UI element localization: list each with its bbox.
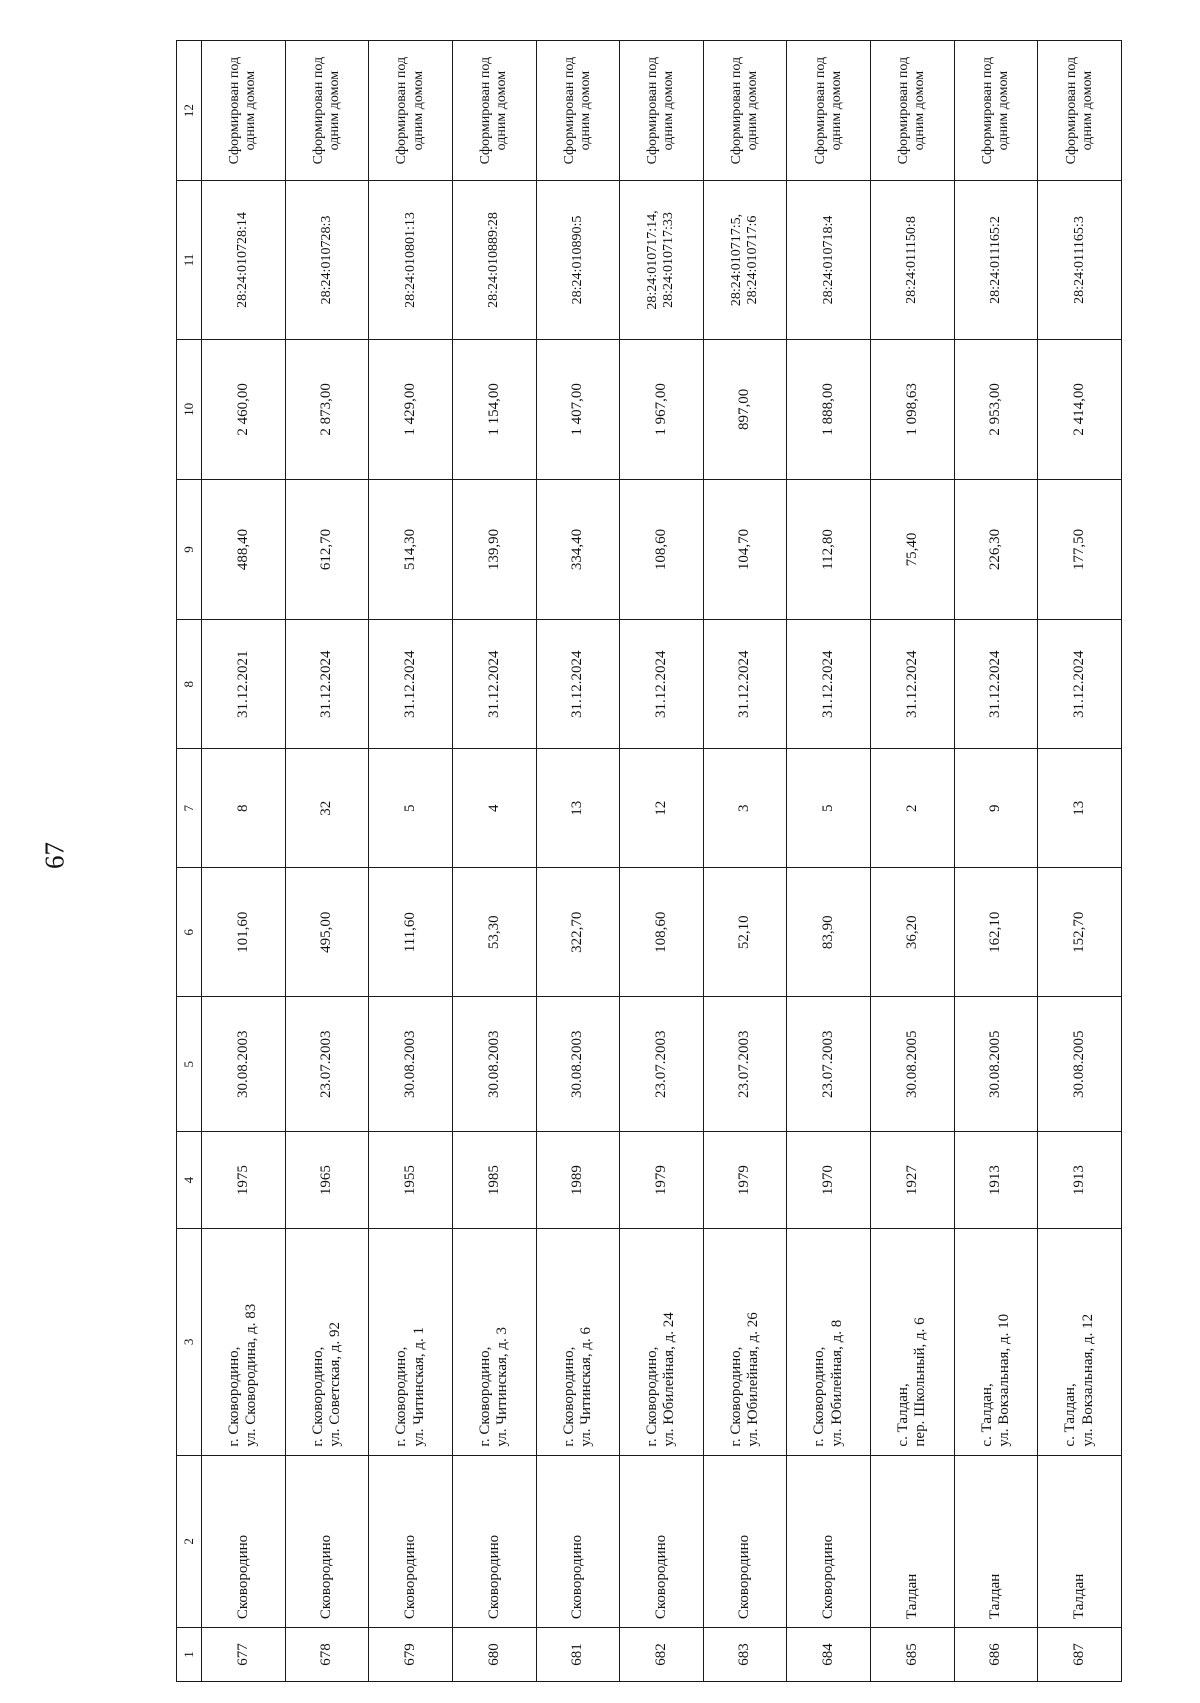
table-cell-col-9: 112,80	[787, 479, 871, 619]
table-cell-col-5: 30.08.2003	[536, 997, 620, 1132]
table-cell-col-5: 23.07.2003	[703, 997, 787, 1132]
table-cell-col-4: 1955	[369, 1132, 453, 1229]
column-number-4: 4	[177, 1132, 202, 1229]
table-cell-col-5: 30.08.2005	[871, 997, 955, 1132]
table-cell-col-10: 897,00	[703, 339, 787, 479]
page-number: 67	[39, 842, 70, 869]
table-cell-col-6: 108,60	[620, 868, 704, 997]
table-cell-col-9: 488,40	[202, 479, 286, 619]
table-cell-col-12: Сформирован под одним домом	[536, 41, 620, 181]
table-cell-col-7: 13	[536, 749, 620, 868]
table-row	[954, 41, 1038, 1682]
table-cell-col-4: 1965	[285, 1132, 369, 1229]
column-number-7: 7	[177, 749, 202, 868]
table-cell-col-8: 31.12.2024	[536, 620, 620, 749]
column-number-9: 9	[177, 479, 202, 619]
table-cell-col-1: 678	[285, 1628, 369, 1682]
table-cell-col-5: 23.07.2003	[285, 997, 369, 1132]
column-number-5: 5	[177, 997, 202, 1132]
table-cell-col-2: Сковородино	[536, 1455, 620, 1628]
table-cell-col-7: 2	[871, 749, 955, 868]
table-cell-col-10: 1 407,00	[536, 339, 620, 479]
table-cell-col-5: 23.07.2003	[787, 997, 871, 1132]
table-cell-col-9: 104,70	[703, 479, 787, 619]
table-cell-col-4: 1970	[787, 1132, 871, 1229]
table-header-row	[177, 41, 202, 1682]
table-cell-col-11: 28:24:011150:8	[871, 181, 955, 339]
table-cell-col-12: Сформирован под одним домом	[285, 41, 369, 181]
table-cell-col-8: 31.12.2024	[620, 620, 704, 749]
table-cell-col-8: 31.12.2024	[787, 620, 871, 749]
table-cell-col-8: 31.12.2021	[202, 620, 286, 749]
table-cell-col-12: Сформирован под одним домом	[452, 41, 536, 181]
table-row	[620, 41, 704, 1682]
table-row	[369, 41, 453, 1682]
table-cell-col-2: Сковородино	[369, 1455, 453, 1628]
table-cell-col-5: 30.08.2003	[452, 997, 536, 1132]
table-cell-col-11: 28:24:010718:4	[787, 181, 871, 339]
table-cell-col-5: 30.08.2003	[202, 997, 286, 1132]
column-number-3: 3	[177, 1229, 202, 1455]
table-cell-col-1: 683	[703, 1628, 787, 1682]
table-cell-col-2: Сковородино	[285, 1455, 369, 1628]
table-cell-col-7: 8	[202, 749, 286, 868]
table-cell-col-6: 162,10	[954, 868, 1038, 997]
table-cell-col-1: 684	[787, 1628, 871, 1682]
table-cell-col-2: Сковородино	[620, 1455, 704, 1628]
table-cell-col-8: 31.12.2024	[285, 620, 369, 749]
table-cell-col-3: с. Талдан, пер. Школьный, д. 6	[871, 1229, 955, 1455]
table-cell-col-12: Сформирован под одним домом	[871, 41, 955, 181]
table-cell-col-1: 677	[202, 1628, 286, 1682]
table-cell-col-11: 28:24:011165:3	[1038, 181, 1122, 339]
table-cell-col-6: 53,30	[452, 868, 536, 997]
table-cell-col-3: г. Сковородино, ул. Читинская, д. 6	[536, 1229, 620, 1455]
column-number-1: 1	[177, 1628, 202, 1682]
table-cell-col-9: 108,60	[620, 479, 704, 619]
table-cell-col-10: 2 953,00	[954, 339, 1038, 479]
table-row	[452, 41, 536, 1682]
table-cell-col-3: г. Сковородино, ул. Сковородина, д. 83	[202, 1229, 286, 1455]
table-cell-col-11: 28:24:010717:5, 28:24:010717:6	[703, 181, 787, 339]
table-cell-col-7: 5	[369, 749, 453, 868]
table-cell-col-7: 12	[620, 749, 704, 868]
table-row	[871, 41, 955, 1682]
table-cell-col-8: 31.12.2024	[871, 620, 955, 749]
table-cell-col-1: 687	[1038, 1628, 1122, 1682]
table-cell-col-9: 226,30	[954, 479, 1038, 619]
table-cell-col-10: 1 967,00	[620, 339, 704, 479]
table-cell-col-2: Талдан	[954, 1455, 1038, 1628]
table-cell-col-1: 685	[871, 1628, 955, 1682]
table-cell-col-6: 83,90	[787, 868, 871, 997]
table-cell-col-8: 31.12.2024	[369, 620, 453, 749]
table-cell-col-4: 1975	[202, 1132, 286, 1229]
table-cell-col-4: 1985	[452, 1132, 536, 1229]
table-cell-col-7: 4	[452, 749, 536, 868]
table-cell-col-12: Сформирован под одним домом	[954, 41, 1038, 181]
table-cell-col-2: Сковородино	[787, 1455, 871, 1628]
table-cell-col-5: 30.08.2005	[1038, 997, 1122, 1132]
table-cell-col-6: 111,60	[369, 868, 453, 997]
table-cell-col-4: 1913	[1038, 1132, 1122, 1229]
table-cell-col-9: 334,40	[536, 479, 620, 619]
table-cell-col-8: 31.12.2024	[954, 620, 1038, 749]
table-cell-col-11: 28:24:010717:14, 28:24:010717:33	[620, 181, 704, 339]
table-cell-col-7: 9	[954, 749, 1038, 868]
table-cell-col-11: 28:24:010728:14	[202, 181, 286, 339]
table-cell-col-6: 495,00	[285, 868, 369, 997]
column-number-12: 12	[177, 41, 202, 181]
table-row	[202, 41, 286, 1682]
column-number-8: 8	[177, 620, 202, 749]
table-row	[703, 41, 787, 1682]
table-cell-col-3: г. Сковородино, ул. Юбилейная, д. 24	[620, 1229, 704, 1455]
table-cell-col-3: с. Талдан, ул. Вокзальная, д. 10	[954, 1229, 1038, 1455]
registry-table	[176, 40, 1122, 1682]
rotated-table-container	[176, 40, 1122, 1682]
table-cell-col-9: 75,40	[871, 479, 955, 619]
table-cell-col-3: г. Сковородино, ул. Юбилейная, д. 8	[787, 1229, 871, 1455]
table-cell-col-10: 2 414,00	[1038, 339, 1122, 479]
table-cell-col-3: г. Сковородино, ул. Юбилейная, д. 26	[703, 1229, 787, 1455]
table-cell-col-5: 30.08.2003	[369, 997, 453, 1132]
table-cell-col-7: 3	[703, 749, 787, 868]
table-cell-col-12: Сформирован под одним домом	[369, 41, 453, 181]
table-cell-col-1: 681	[536, 1628, 620, 1682]
table-cell-col-11: 28:24:010890:5	[536, 181, 620, 339]
table-cell-col-9: 177,50	[1038, 479, 1122, 619]
table-cell-col-6: 101,60	[202, 868, 286, 997]
table-cell-col-11: 28:24:010801:13	[369, 181, 453, 339]
table-cell-col-3: г. Сковородино, ул. Читинская, д. 3	[452, 1229, 536, 1455]
table-cell-col-10: 1 154,00	[452, 339, 536, 479]
table-cell-col-2: Сковородино	[202, 1455, 286, 1628]
table-cell-col-5: 23.07.2003	[620, 997, 704, 1132]
table-cell-col-1: 682	[620, 1628, 704, 1682]
table-cell-col-7: 5	[787, 749, 871, 868]
table-cell-col-8: 31.12.2024	[452, 620, 536, 749]
table-cell-col-4: 1913	[954, 1132, 1038, 1229]
table-cell-col-6: 322,70	[536, 868, 620, 997]
table-cell-col-3: г. Сковородино, ул. Советская, д. 92	[285, 1229, 369, 1455]
table-cell-col-3: с. Талдан, ул. Вокзальная, д. 12	[1038, 1229, 1122, 1455]
table-cell-col-10: 1 429,00	[369, 339, 453, 479]
table-cell-col-4: 1927	[871, 1132, 955, 1229]
table-cell-col-10: 1 888,00	[787, 339, 871, 479]
table-row	[536, 41, 620, 1682]
table-cell-col-11: 28:24:010728:3	[285, 181, 369, 339]
table-cell-col-2: Сковородино	[452, 1455, 536, 1628]
table-row	[1038, 41, 1122, 1682]
table-cell-col-4: 1989	[536, 1132, 620, 1229]
column-number-6: 6	[177, 868, 202, 997]
table-cell-col-12: Сформирован под одним домом	[703, 41, 787, 181]
column-number-10: 10	[177, 339, 202, 479]
table-cell-col-10: 2 873,00	[285, 339, 369, 479]
table-cell-col-4: 1979	[703, 1132, 787, 1229]
table-cell-col-8: 31.12.2024	[1038, 620, 1122, 749]
table-cell-col-9: 514,30	[369, 479, 453, 619]
table-cell-col-1: 686	[954, 1628, 1038, 1682]
table-cell-col-8: 31.12.2024	[703, 620, 787, 749]
table-cell-col-3: г. Сковородино, ул. Читинская, д. 1	[369, 1229, 453, 1455]
table-cell-col-10: 2 460,00	[202, 339, 286, 479]
column-number-2: 2	[177, 1455, 202, 1628]
table-cell-col-6: 152,70	[1038, 868, 1122, 997]
table-cell-col-12: Сформирован под одним домом	[202, 41, 286, 181]
table-cell-col-10: 1 098,63	[871, 339, 955, 479]
table-cell-col-2: Талдан	[871, 1455, 955, 1628]
table-cell-col-1: 680	[452, 1628, 536, 1682]
table-cell-col-12: Сформирован под одним домом	[1038, 41, 1122, 181]
table-cell-col-2: Талдан	[1038, 1455, 1122, 1628]
table-cell-col-7: 13	[1038, 749, 1122, 868]
table-row	[285, 41, 369, 1682]
table-cell-col-7: 32	[285, 749, 369, 868]
table-cell-col-11: 28:24:011165:2	[954, 181, 1038, 339]
table-cell-col-9: 139,90	[452, 479, 536, 619]
table-cell-col-1: 679	[369, 1628, 453, 1682]
column-number-11: 11	[177, 181, 202, 339]
table-cell-col-6: 52,10	[703, 868, 787, 997]
table-cell-col-12: Сформирован под одним домом	[787, 41, 871, 181]
table-cell-col-11: 28:24:010889:28	[452, 181, 536, 339]
table-cell-col-5: 30.08.2005	[954, 997, 1038, 1132]
table-cell-col-2: Сковородино	[703, 1455, 787, 1628]
table-cell-col-12: Сформирован под одним домом	[620, 41, 704, 181]
table-cell-col-6: 36,20	[871, 868, 955, 997]
table-cell-col-4: 1979	[620, 1132, 704, 1229]
table-cell-col-9: 612,70	[285, 479, 369, 619]
table-row	[787, 41, 871, 1682]
